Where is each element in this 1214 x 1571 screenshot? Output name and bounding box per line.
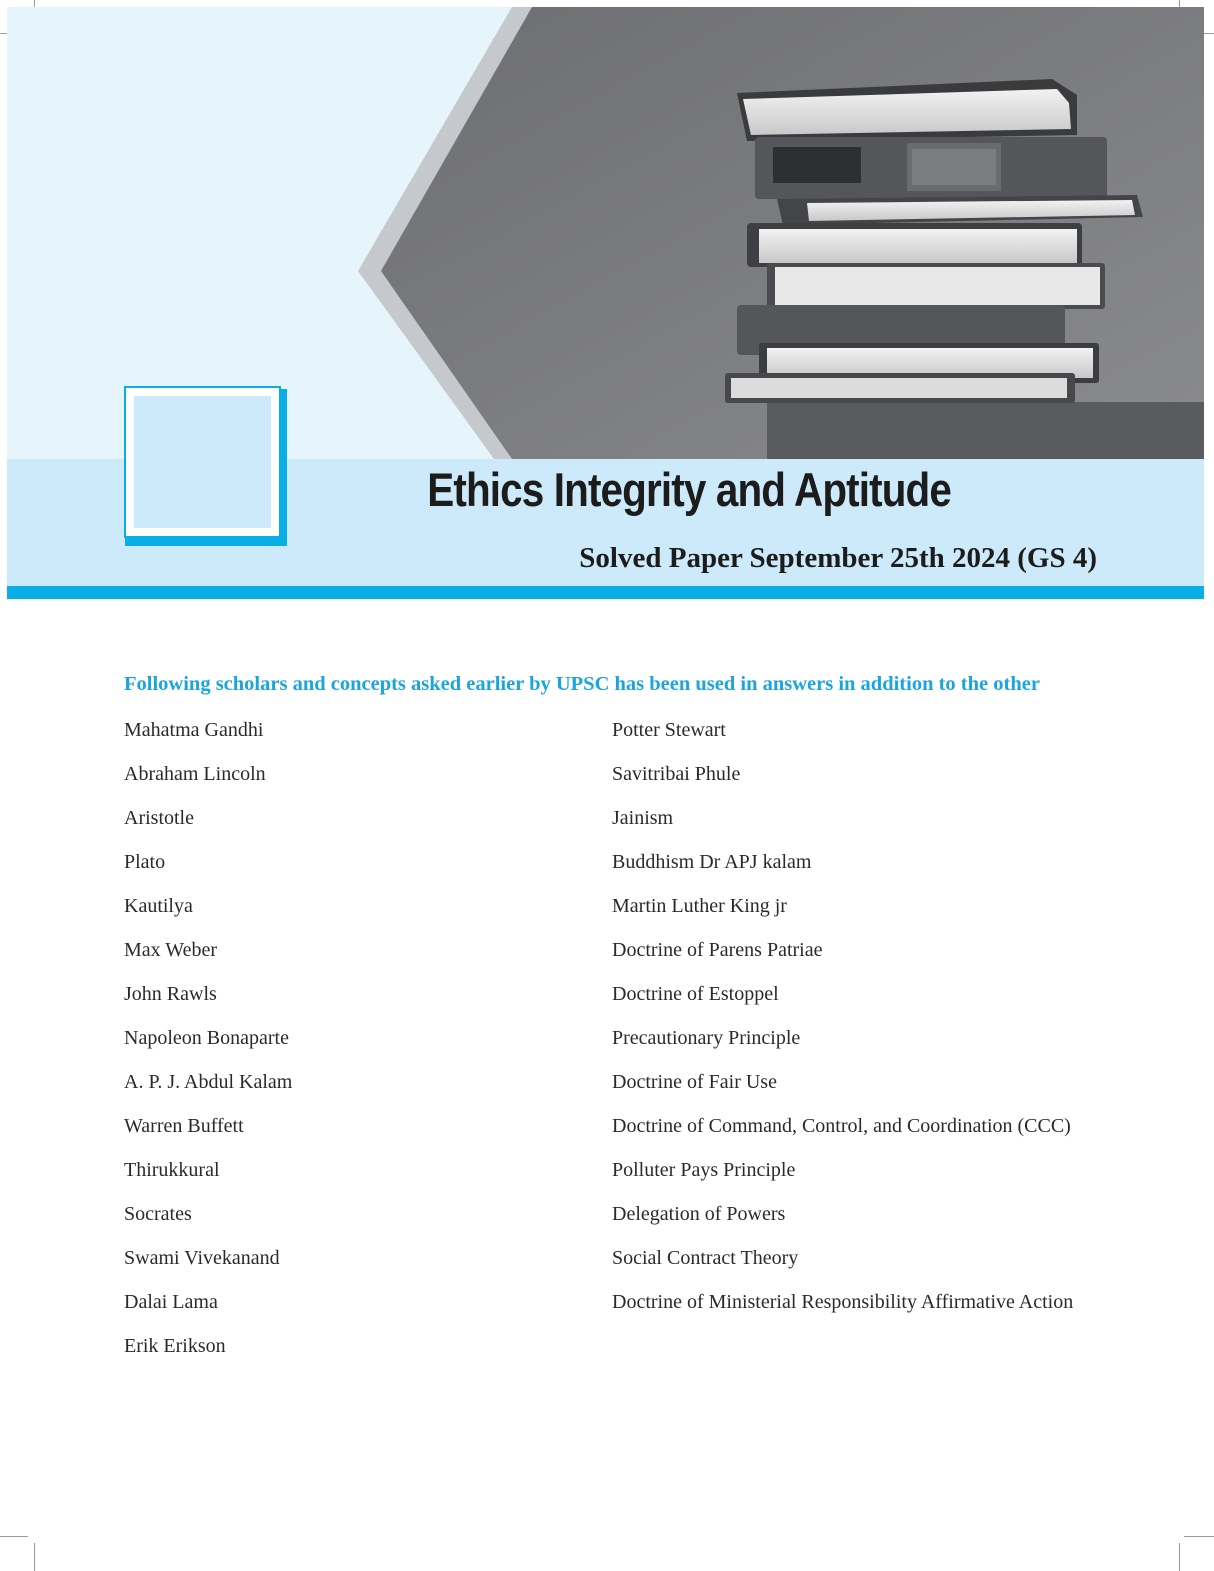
list-item: Dalai Lama xyxy=(124,1291,218,1313)
list-item: Erik Erikson xyxy=(124,1335,226,1357)
list-item: Warren Buffett xyxy=(124,1115,244,1137)
title-underline xyxy=(7,586,1204,599)
list-item: Buddhism Dr APJ kalam xyxy=(612,851,812,873)
scholars-list-left xyxy=(124,716,554,1376)
list-item: Doctrine of Ministerial Responsibility Affirmative Action xyxy=(612,1291,1074,1313)
intro-heading: Following scholars and concepts asked earlier by UPSC has been used in answers in addition to the other xyxy=(124,673,1040,695)
list-item: Abraham Lincoln xyxy=(124,763,266,785)
page-title-text: Ethics Integrity and Aptitude xyxy=(427,463,952,516)
list-item: Savitribai Phule xyxy=(612,763,741,785)
list-item: A. P. J. Abdul Kalam xyxy=(124,1071,293,1093)
crop-mark xyxy=(34,1543,35,1571)
list-item: Potter Stewart xyxy=(612,719,726,741)
list-item: Doctrine of Estoppel xyxy=(612,983,779,1005)
list-item: Precautionary Principle xyxy=(612,1027,801,1049)
list-item: Jainism xyxy=(612,807,674,829)
page-title xyxy=(97,462,1126,517)
list-item: Mahatma Gandhi xyxy=(124,719,264,741)
list-item: Swami Vivekanand xyxy=(124,1247,280,1269)
list-item: Doctrine of Command, Control, and Coordination (CCC) xyxy=(612,1115,1071,1137)
list-item: Max Weber xyxy=(124,939,217,961)
crop-mark xyxy=(1184,1536,1214,1537)
list-item: Plato xyxy=(124,851,166,873)
crop-mark xyxy=(1179,1543,1180,1571)
list-item: Socrates xyxy=(124,1203,192,1225)
page-subtitle: Solved Paper September 25th 2024 (GS 4) xyxy=(579,542,1097,574)
concepts-list-right xyxy=(612,716,1088,1332)
list-item: Martin Luther King jr xyxy=(612,895,787,917)
crop-mark xyxy=(0,1536,28,1537)
list-item: Kautilya xyxy=(124,895,193,917)
list-item: Delegation of Powers xyxy=(612,1203,786,1225)
list-item: Aristotle xyxy=(124,807,194,829)
list-item: Doctrine of Fair Use xyxy=(612,1071,777,1093)
list-item: Social Contract Theory xyxy=(612,1247,799,1269)
list-item: Polluter Pays Principle xyxy=(612,1159,796,1181)
list-item: John Rawls xyxy=(124,983,217,1005)
list-item: Napoleon Bonaparte xyxy=(124,1027,289,1049)
list-item: Thirukkural xyxy=(124,1159,220,1181)
list-item: Doctrine of Parens Patriae xyxy=(612,939,823,961)
